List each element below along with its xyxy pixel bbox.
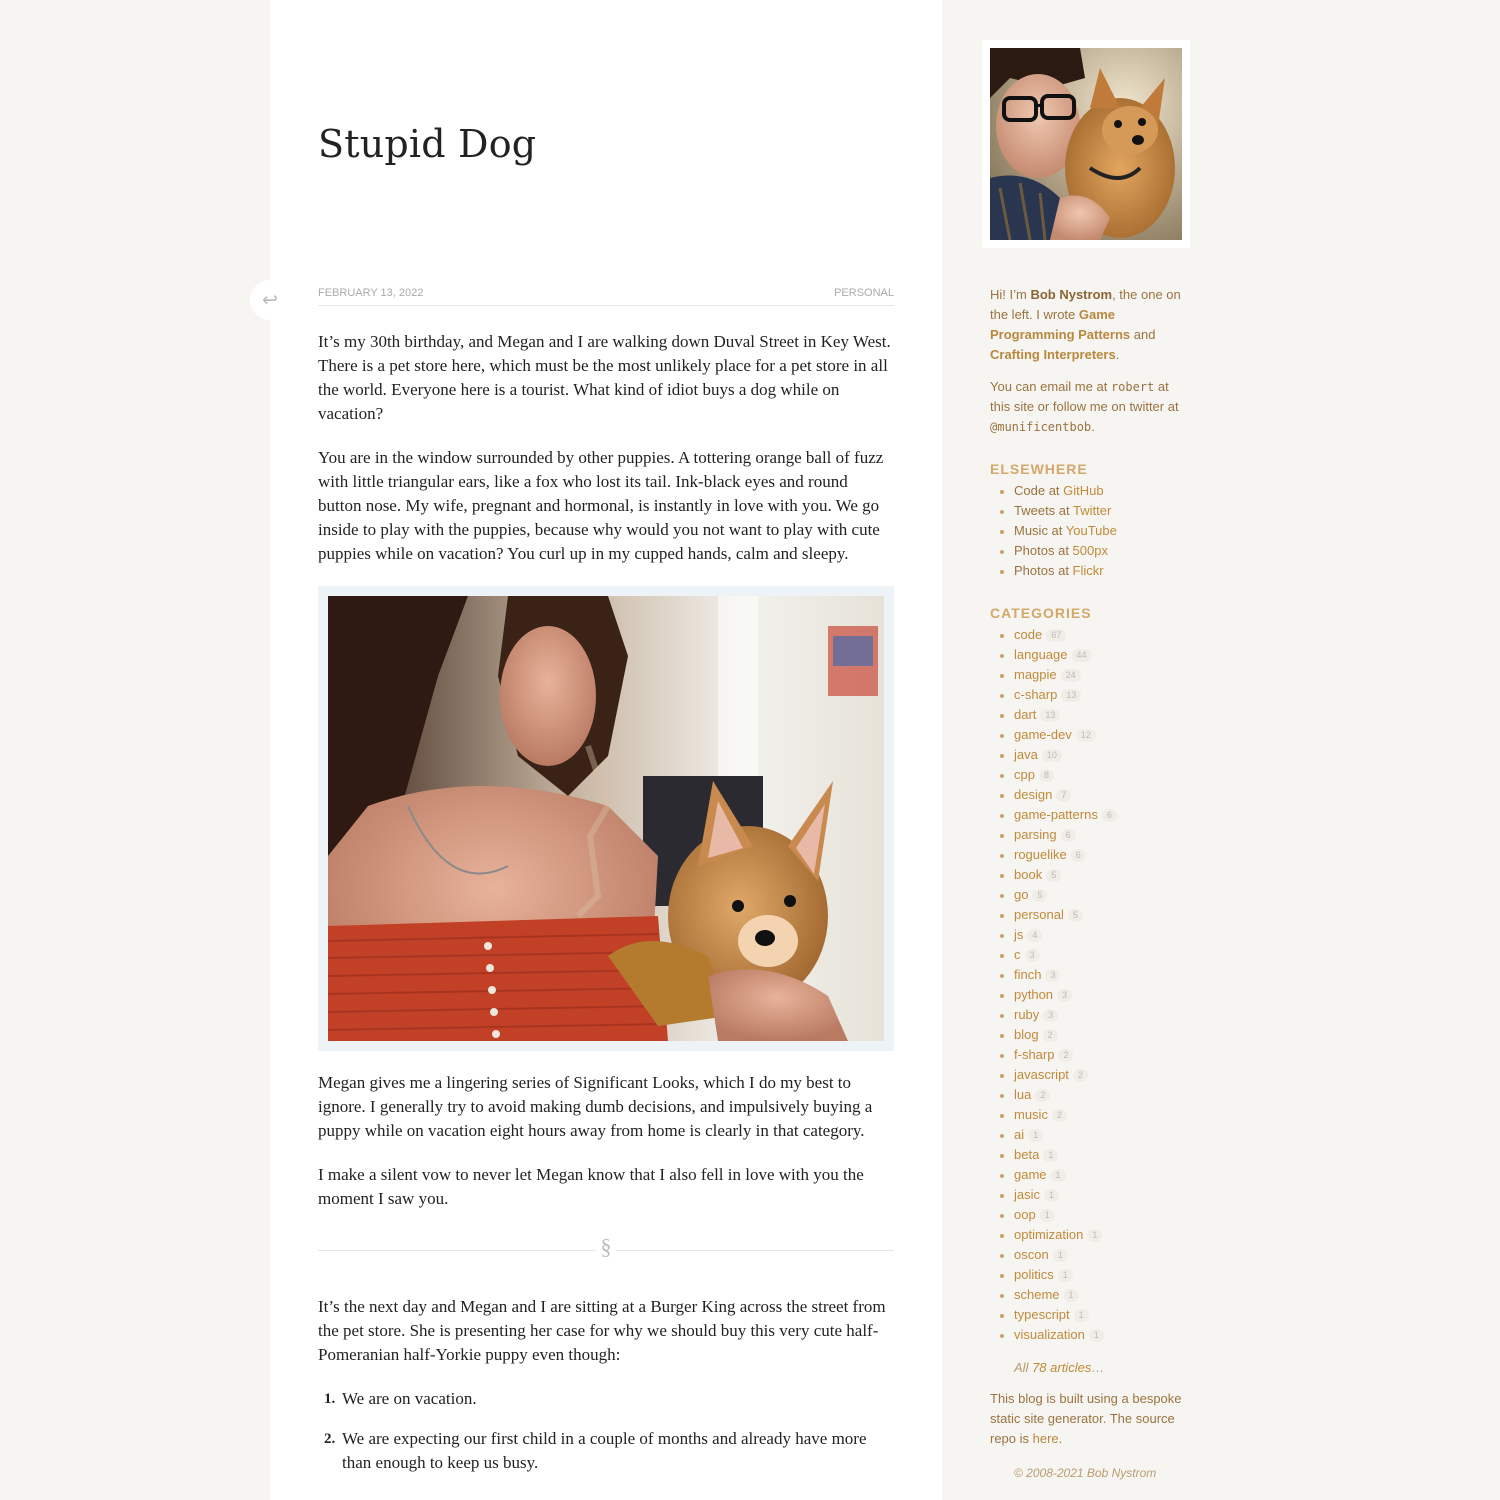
category-count-badge: 6 [1102,809,1117,822]
paragraph: You are in the window surrounded by other puppies. A tottering orange ball of fuzz with little triangular ears, like a fox who lost its tail. Ink-black eyes and round button nose. My wife, pregnant and hormonal, is instantly in love with you. We go inside to play with the puppies, because why would you not want to play with cute puppies while on vacation? You curl up in my cupped hands, calm and sleepy. [318,448,884,563]
category-link[interactable]: language [1014,647,1068,662]
bullet-icon [1000,1074,1004,1078]
elsewhere-label: Code at [1014,483,1064,498]
category-link[interactable]: scheme [1014,1287,1060,1302]
category-count-badge: 1 [1028,1129,1043,1142]
category-item-blog [990,1025,1190,1045]
category-count-badge: 10 [1042,749,1062,762]
bullet-icon [1000,1174,1004,1178]
category-count-badge: 2 [1073,1069,1088,1082]
bullet-icon [1000,490,1004,494]
category-link[interactable]: finch [1014,967,1042,982]
category-item-ai [990,1125,1190,1145]
category-count-badge: 5 [1032,889,1047,902]
bullet-icon [1000,914,1004,918]
bullet-icon [1000,994,1004,998]
post-date: FEBRUARY 13, 2022 [318,287,424,299]
category-item-f-sharp [990,1045,1190,1065]
category-link[interactable]: personal [1014,907,1064,922]
category-item-jasic [990,1185,1190,1205]
elsewhere-label: Photos at [1014,543,1073,558]
photo-frame [318,586,894,1051]
category-link[interactable]: jasic [1014,1187,1041,1202]
category-item-roguelike [990,845,1190,865]
elsewhere-item [990,481,1190,501]
category-link[interactable]: java [1014,747,1038,762]
category-item-finch [990,965,1190,985]
category-count-badge: 1 [1053,1249,1068,1262]
category-item-javascript [990,1065,1190,1085]
bullet-icon [1000,954,1004,958]
category-item-ruby [990,1005,1190,1025]
source-repo-link[interactable]: here [1032,1431,1059,1446]
bullet-icon [1000,1134,1004,1138]
bullet-icon [1000,1054,1004,1058]
category-item-python [990,985,1190,1005]
category-link[interactable]: ruby [1014,1007,1040,1022]
list-number: 2. [324,1431,336,1447]
category-link[interactable]: lua [1014,1087,1032,1102]
category-count-badge: 8 [1039,769,1054,782]
category-count-badge: 3 [1057,989,1072,1002]
list-item [318,1427,894,1475]
built-with-text [990,1389,1190,1449]
paragraph: Megan gives me a lingering series of Significant Looks, which I do my best to ignore. I generally try to avoid making dumb decisions, and impulsively buying a puppy while on vacation eight hours away from home is clearly in that category. [318,1073,873,1140]
category-link[interactable]: c-sharp [1014,687,1058,702]
book-link-crafting-interpreters[interactable]: Crafting Interpreters [990,347,1116,362]
category-link[interactable]: oscon [1014,1247,1049,1262]
category-item-visualization [990,1325,1190,1345]
bullet-icon [1000,1194,1004,1198]
elsewhere-item [990,501,1190,521]
twitter-link[interactable]: Twitter [1073,503,1112,518]
copyright: © 2008-2021 Bob Nystrom [1014,1466,1157,1480]
category-link[interactable]: blog [1014,1027,1039,1042]
category-link[interactable]: politics [1014,1267,1054,1282]
intro-text-part: and [1130,327,1156,342]
category-count-badge: 3 [1025,949,1040,962]
category-item-music [990,1105,1190,1125]
category-item-beta [990,1145,1190,1165]
category-count-badge: 5 [1068,909,1083,922]
category-count-badge: 7 [1056,789,1071,802]
elsewhere-label: Tweets at [1014,503,1074,518]
bullet-icon [1000,1214,1004,1218]
category-link[interactable]: game-dev [1014,727,1072,742]
category-count-badge: 1 [1044,1189,1059,1202]
category-item-design [990,785,1190,805]
bullet-icon [1000,974,1004,978]
category-link[interactable]: javascript [1014,1067,1069,1082]
elsewhere-label: Music at [1014,523,1066,538]
back-arrow-icon[interactable]: ↩ [250,280,290,320]
contact-text-part: . [1091,419,1095,434]
category-item-js [990,925,1190,945]
category-item-c-sharp [990,685,1190,705]
bullet-icon [1000,654,1004,658]
category-item-book [990,865,1190,885]
post-body [318,330,894,1491]
bullet-icon [1000,1094,1004,1098]
author-name: Bob Nystrom [1030,287,1113,302]
category-item-code [990,625,1190,645]
category-item-oscon [990,1245,1190,1265]
intro-text-part: . [1115,347,1120,362]
category-item-parsing [990,825,1190,845]
bullet-icon [1000,1034,1004,1038]
post-meta [318,286,894,306]
contact-text-part: You can email me at [990,379,1111,394]
category-link[interactable]: f-sharp [1014,1047,1055,1062]
email-handle: robert [1110,380,1155,394]
bullet-icon [1000,1334,1004,1338]
elsewhere-heading: ELSEWHERE [990,461,1088,477]
category-link[interactable]: optimization [1014,1227,1084,1242]
page-title: Stupid Dog [318,122,537,166]
bullet-icon [1000,774,1004,778]
intro-text [990,285,1190,365]
bullet-icon [1000,674,1004,678]
bullet-icon [1000,854,1004,858]
category-link[interactable]: ai [1014,1127,1025,1142]
bullet-icon [1000,634,1004,638]
bullet-icon [1000,510,1004,514]
bullet-icon [1000,934,1004,938]
bullet-icon [1000,894,1004,898]
category-link[interactable]: go [1014,887,1029,902]
category-count-badge: 2 [1043,1029,1058,1042]
category-item-personal [990,905,1190,925]
paragraph: It’s the next day and Megan and I are sitting at a Burger King across the street from the pet store. She is presenting her case for why we should buy this very cute half-Pomeranian half-Yorkie puppy even though: [318,1297,886,1364]
category-count-badge: 2 [1058,1049,1073,1062]
built-with-text-part: . [1058,1431,1063,1446]
twitter-handle-link[interactable]: @munificentbob [990,420,1092,434]
category-item-lua [990,1085,1190,1105]
bullet-icon [1000,1294,1004,1298]
category-count-badge: 6 [1061,829,1076,842]
paragraph: It’s my 30th birthday, and Megan and I are walking down Duval Street in Key West. There is a pet store here, which must be the most unlikely place for a pet store in all the world. Everyone here is a tourist. What kind of idiot buys a dog while on vacation? [318,332,891,423]
avatar-frame [982,40,1190,248]
category-count-badge: 1 [1043,1149,1058,1162]
category-count-badge: 12 [1076,729,1096,742]
category-count-badge: 3 [1043,1009,1058,1022]
bullet-icon [1000,754,1004,758]
paragraph: I make a silent vow to never let Megan know that I also fell in love with you the moment I saw you. [318,1165,864,1208]
bullet-icon [1000,1314,1004,1318]
category-link[interactable]: typescript [1014,1307,1070,1322]
category-link[interactable]: code [1014,627,1043,642]
category-item-dart [990,705,1190,725]
category-link[interactable]: js [1014,927,1024,942]
category-link[interactable]: parsing [1014,827,1057,842]
bullet-icon [1000,714,1004,718]
category-count-badge: 1 [1064,1289,1079,1302]
category-item-game [990,1165,1190,1185]
avatar [990,48,1182,240]
bullet-icon [1000,874,1004,878]
category-link[interactable]: python [1014,987,1054,1002]
category-count-badge: 3 [1045,969,1060,982]
list-item-text: We are expecting our first child in a couple of months and already have more than enough to keep us busy. [342,1429,867,1472]
bullet-icon [1000,530,1004,534]
category-item-oop [990,1205,1190,1225]
list-item-text: We are on vacation. [342,1389,477,1408]
list-item [318,1387,894,1411]
all-articles [990,1358,1190,1378]
category-link[interactable]: game [1014,1167,1047,1182]
bullet-icon [1000,550,1004,554]
category-item-game-patterns [990,805,1190,825]
reasons-list [318,1387,894,1475]
category-item-scheme [990,1285,1190,1305]
category-link[interactable]: dart [1014,707,1037,722]
category-count-badge: 4 [1027,929,1042,942]
category-link[interactable]: visualization [1014,1327,1085,1342]
category-link[interactable]: magpie [1014,667,1057,682]
categories-heading: CATEGORIES [990,605,1092,621]
category-count-badge: 13 [1040,709,1060,722]
category-count-badge: 5 [1046,869,1061,882]
category-link[interactable]: music [1014,1107,1048,1122]
list-number: 1. [324,1391,336,1407]
section-symbol: § [596,1235,616,1259]
category-link[interactable]: c [1014,947,1021,962]
bullet-icon [1000,834,1004,838]
bullet-icon [1000,794,1004,798]
elsewhere-label: Photos at [1014,563,1073,578]
category-item-optimization [990,1225,1190,1245]
all-articles-text: … [1091,1360,1105,1375]
category-item-politics [990,1265,1190,1285]
category-item-java [990,745,1190,765]
category-count-badge: 13 [1061,689,1081,702]
category-count-badge: 2 [1052,1109,1067,1122]
category-count-badge: 67 [1046,629,1066,642]
bullet-icon [1000,694,1004,698]
github-link[interactable]: GitHub [1063,483,1104,498]
woman-with-puppy-photo [328,596,884,1041]
bullet-icon [1000,570,1004,574]
category-link[interactable]: oop [1014,1207,1036,1222]
category-link[interactable]: design [1014,787,1053,802]
category-count-badge: 1 [1040,1209,1055,1222]
contact-text [990,377,1190,437]
bullet-icon [1000,1254,1004,1258]
book-link-game-programming-patterns[interactable]: Game Programming Patterns [990,307,1131,342]
category-count-badge: 44 [1072,649,1092,662]
flickr-link[interactable]: Flickr [1072,563,1104,578]
all-articles-link[interactable]: 78 articles [1032,1360,1092,1375]
category-item-game-dev [990,725,1190,745]
contact-text-part: at this site or follow me on twitter at [990,379,1179,414]
built-with-text-part: This blog is built using a bespoke static site generator. The source repo is [990,1391,1182,1446]
bullet-icon [1000,814,1004,818]
intro-text-part: Hi! I’m [990,287,1031,302]
bullet-icon [1000,1154,1004,1158]
bullet-icon [1000,1234,1004,1238]
category-item-cpp [990,765,1190,785]
500px-link[interactable]: 500px [1072,543,1108,558]
category-count-badge: 2 [1035,1089,1050,1102]
category-count-badge: 1 [1074,1309,1089,1322]
category-item-typescript [990,1305,1190,1325]
bullet-icon [1000,734,1004,738]
category-count-badge: 1 [1087,1229,1102,1242]
elsewhere-list [990,481,1190,581]
category-item-go [990,885,1190,905]
elsewhere-item [990,541,1190,561]
category-count-badge: 6 [1071,849,1086,862]
bullet-icon [1000,1014,1004,1018]
bullet-icon [1000,1274,1004,1278]
category-count-badge: 1 [1089,1329,1104,1342]
category-item-language [990,645,1190,665]
all-articles-text: All [1014,1360,1033,1375]
elsewhere-item [990,561,1190,581]
youtube-link[interactable]: YouTube [1065,523,1117,538]
post-category-link[interactable]: PERSONAL [834,287,894,299]
bullet-icon [1000,1114,1004,1118]
category-link[interactable]: beta [1014,1147,1040,1162]
category-link[interactable]: game-patterns [1014,807,1098,822]
intro-text-part: , the one on the left. I wrote [990,287,1181,322]
categories-list [990,625,1190,1345]
category-item-c [990,945,1190,965]
elsewhere-item [990,521,1190,541]
category-item-magpie [990,665,1190,685]
section-divider [318,1231,894,1271]
category-link[interactable]: cpp [1014,767,1035,782]
category-count-badge: 1 [1051,1169,1066,1182]
category-link[interactable]: roguelike [1014,847,1067,862]
category-count-badge: 1 [1058,1269,1073,1282]
category-link[interactable]: book [1014,867,1043,882]
category-count-badge: 24 [1061,669,1081,682]
